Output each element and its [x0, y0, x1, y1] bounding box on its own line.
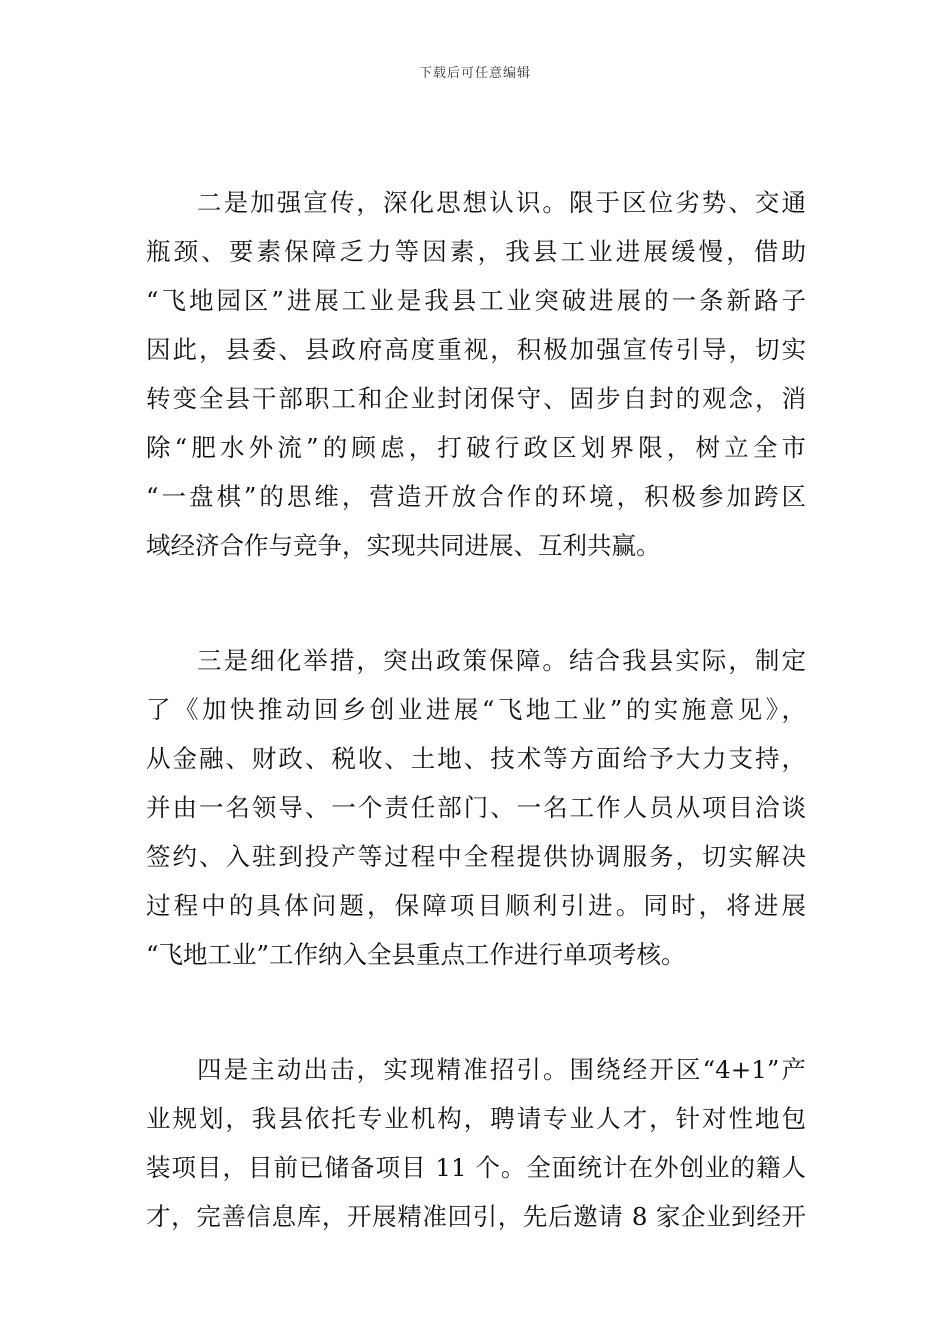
text-line: 转变全县干部职工和企业封闭保守、固步自封的观念，消	[146, 384, 806, 413]
text-line: 三是细化举措，突出政策保障。结合我县实际，制定	[197, 646, 806, 675]
text-line: 并由一名领导、一个责任部门、一名工作人员从项目洽谈	[146, 793, 806, 822]
text-line: 瓶颈、要素保障乏力等因素，我县工业进展缓慢，借助	[146, 237, 806, 266]
text-line: 装项目，目前已储备项目 11 个。全面统计在外创业的籍人	[146, 1153, 806, 1182]
document-body	[146, 178, 806, 1241]
text-line: 过程中的具体问题，保障项目顺利引进。同时，将进展	[146, 891, 806, 920]
page-header: 下载后可任意编辑	[418, 66, 531, 81]
text-line: 签约、入驻到投产等过程中全程提供协调服务，切实解决	[146, 842, 806, 871]
text-line: 从金融、财政、税收、土地、技术等方面给予大力支持，	[146, 744, 806, 773]
paragraph-policy	[146, 636, 806, 979]
text-line: 域经济合作与竞争，实现共同进展、互利共赢。	[146, 531, 661, 560]
paragraph-propaganda	[146, 178, 806, 570]
text-line: 二是加强宣传，深化思想认识。限于区位劣势、交通	[197, 188, 806, 217]
paragraph-investment	[146, 1045, 806, 1241]
text-line: “一盘棋”的思维，营造开放合作的环境，积极参加跨区	[146, 482, 806, 511]
text-line: 四是主动出击，实现精准招引。围绕经开区“4+1”产	[197, 1055, 806, 1084]
text-line: 除“肥水外流”的顾虑，打破行政区划界限，树立全市	[146, 433, 806, 462]
text-line: “飞地工业”工作纳入全县重点工作进行单项考核。	[146, 940, 686, 969]
paragraph-gap	[146, 979, 806, 1045]
text-line: 因此，县委、县政府高度重视，积极加强宣传引导，切实	[146, 335, 806, 364]
paragraph-gap	[146, 570, 806, 636]
text-line: “飞地园区”进展工业是我县工业突破进展的一条新路子	[146, 286, 806, 315]
text-line: 了《加快推动回乡创业进展“飞地工业”的实施意见》，	[146, 695, 806, 724]
text-line: 业规划，我县依托专业机构，聘请专业人才，针对性地包	[146, 1104, 806, 1133]
text-line: 才，完善信息库，开展精准回引，先后邀请 8 家企业到经开	[146, 1202, 806, 1231]
